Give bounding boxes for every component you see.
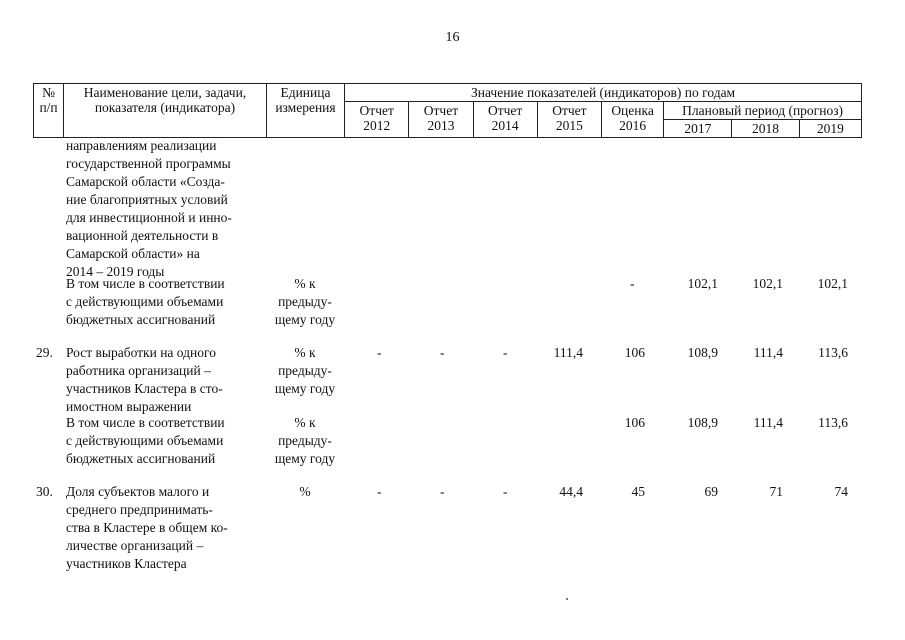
sub1-2019: 102,1 (817, 276, 848, 291)
text-line: предыду- (278, 294, 332, 309)
sub1-2017: 102,1 (687, 276, 718, 291)
header-name-1: Наименование цели, задачи, (83, 85, 247, 100)
scan-speck (566, 598, 568, 600)
header-year-2019: 2019 (799, 120, 861, 138)
sub29-2017: 108,9 (687, 415, 718, 430)
header-num-2: п/п (39, 100, 58, 115)
header-year-2018: 2018 (732, 120, 799, 138)
text-line: % к (294, 345, 316, 360)
sub29-2018: 111,4 (753, 415, 783, 430)
header-col-label: Отчет (359, 103, 394, 118)
sub1-2018: 102,1 (752, 276, 783, 291)
text-line: бюджетных ассигнований (66, 451, 216, 466)
header-year-2017: 2017 (664, 120, 732, 138)
header-num: № (42, 85, 55, 100)
header-values-title: Значение показателей (индикаторов) по годам (345, 84, 862, 102)
text-line: бюджетных ассигнований (66, 312, 216, 327)
sub29-name (66, 414, 225, 468)
header-col-label: Отчет (423, 103, 459, 118)
text-line: % к (294, 276, 316, 291)
header-col-year: 2015 (555, 118, 583, 133)
text-line: ние благоприятных условий (66, 192, 228, 207)
header-name-2: показателя (индикатора) (94, 100, 236, 115)
header-col-year: 2014 (491, 118, 519, 133)
row29-number: 29. (36, 345, 53, 360)
text-line: Рост выработки на одного (66, 345, 216, 360)
row29-2015: 111,4 (553, 345, 583, 360)
header-num-cell (34, 84, 64, 138)
row29-2016: 106 (624, 345, 645, 360)
text-line: предыду- (278, 433, 332, 448)
text-line: Самарской области «Созда- (66, 174, 225, 189)
header-col-label: Оценка (611, 103, 654, 118)
header-unit-2: измерения (275, 100, 336, 115)
row30-unit: % (299, 484, 311, 499)
text-line: 2014 – 2019 годы (66, 264, 165, 279)
header-unit-1: Единица (280, 85, 331, 100)
sub1-name (66, 275, 225, 329)
row29-2017: 108,9 (687, 345, 718, 360)
row29-2014: - (503, 345, 508, 360)
text-line: предыду- (278, 363, 332, 378)
row30-2014: - (503, 484, 508, 499)
header-col-label: Отчет (552, 103, 587, 118)
row30-2019: 74 (834, 484, 848, 499)
row29-2018: 111,4 (753, 345, 783, 360)
row29-2013: - (440, 345, 445, 360)
header-planned-period: Плановый период (прогноз) (664, 102, 862, 120)
text-line: имостном выражении (66, 399, 192, 414)
text-line: участников Кластера в сто- (66, 381, 223, 396)
sub1-unit (260, 275, 350, 329)
row29-unit (260, 344, 350, 398)
text-line: щему году (274, 381, 336, 396)
row30-name (66, 483, 228, 573)
row30-2015: 44,4 (559, 484, 583, 499)
header-col-year: 2013 (427, 118, 455, 133)
sub29-2016: 106 (624, 415, 645, 430)
row30-2013: - (440, 484, 445, 499)
header-col-2014 (473, 102, 537, 138)
row29-2012: - (377, 345, 382, 360)
text-line: для инвестиционной и инно- (66, 210, 232, 225)
row30-2016: 45 (631, 484, 645, 499)
text-line: % к (294, 415, 316, 430)
sub1-2016: - (630, 276, 635, 291)
text-line: с действующими объемами (66, 294, 224, 309)
text-line: В том числе в соответствии (66, 276, 225, 291)
header-col-year: 2016 (619, 118, 647, 133)
text-line: работника организаций – (66, 363, 211, 378)
text-line: личестве организаций – (66, 538, 204, 553)
header-col-2015 (537, 102, 601, 138)
header-unit-cell (266, 84, 344, 138)
header-col-year: 2012 (363, 118, 391, 133)
text-line: среднего предпринимать- (66, 502, 213, 517)
sub29-unit (260, 414, 350, 468)
row30-number: 30. (36, 484, 53, 499)
row30-2012: - (377, 484, 382, 499)
text-line: ства в Кластере в общем ко- (66, 520, 228, 535)
text-line: В том числе в соответствии (66, 415, 225, 430)
page-number: 16 (445, 30, 460, 45)
row30-2018: 71 (769, 484, 783, 499)
text-line: участников Кластера (66, 556, 187, 571)
text-line: Доля субъектов малого и (66, 484, 210, 499)
text-line: с действующими объемами (66, 433, 224, 448)
header-col-2016 (601, 102, 663, 138)
text-line: направлениям реализации (66, 138, 217, 153)
header-col-label: Отчет (487, 103, 523, 118)
row29-2019: 113,6 (818, 345, 848, 360)
text-line: Самарской области» на (66, 246, 200, 261)
text-line: щему году (274, 451, 336, 466)
text-line: щему году (274, 312, 336, 327)
sub29-2019: 113,6 (818, 415, 848, 430)
header-col-2013 (409, 102, 473, 138)
header-name-cell (64, 84, 267, 138)
continued-indicator-text (66, 137, 232, 281)
row30-2017: 69 (704, 484, 718, 499)
header-col-2012 (345, 102, 409, 138)
text-line: вационной деятельности в (66, 228, 219, 243)
table-header (33, 83, 862, 138)
row29-name (66, 344, 223, 416)
text-line: государственной программы (66, 156, 231, 171)
